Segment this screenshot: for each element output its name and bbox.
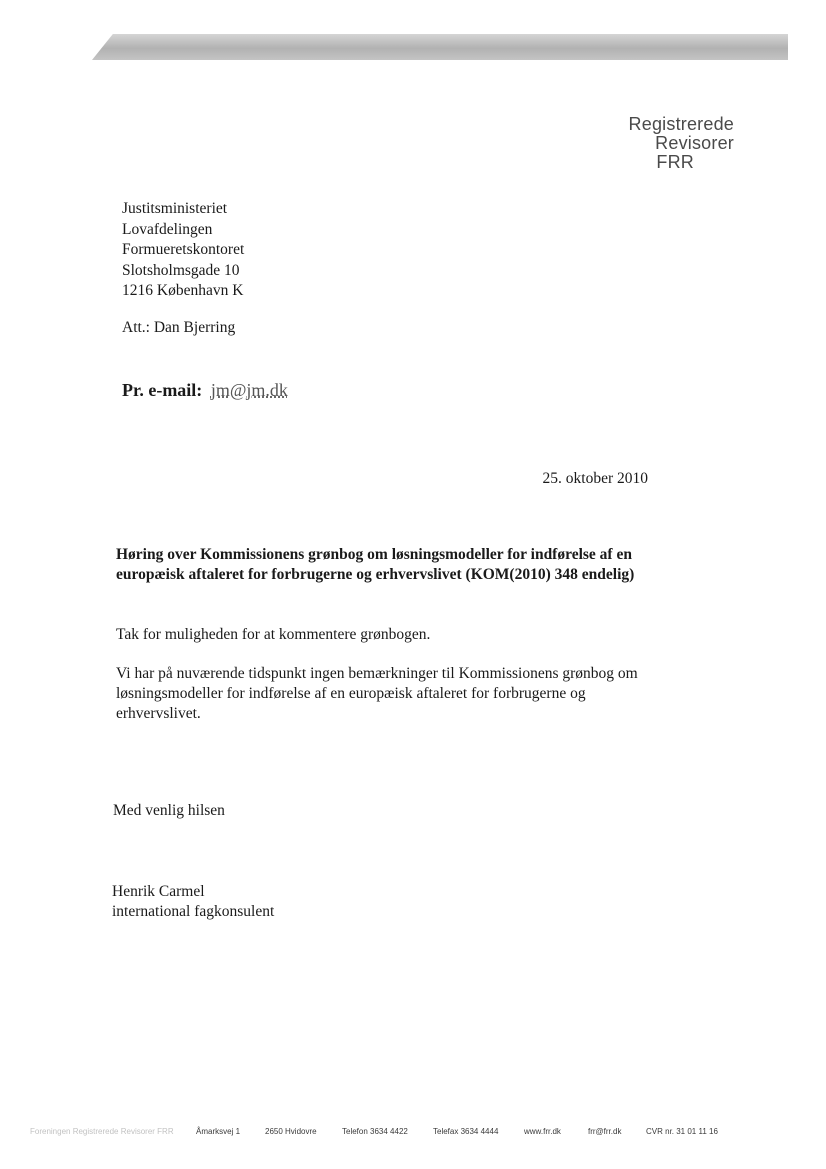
scan-artifact-bar: [92, 34, 788, 60]
body-paragraph-1: Tak for muligheden for at kommentere grønbogen.: [116, 626, 431, 643]
body-paragraph-2: Vi har på nuværende tidspunkt ingen bemærkninger til Kommissionens grønbog om løsningsmodeller for indførelse af en europæisk aftaleret for forbrugerne og erhvervslivet.: [116, 665, 638, 722]
attention-line: Att.: Dan Bjerring: [122, 319, 236, 336]
footer-organization: Foreningen Registrerede Revisorer FRR: [30, 1127, 174, 1136]
logo-line-3: FRR: [656, 152, 694, 172]
letter-subject: Høring over Kommissionens grønbog om løsningsmodeller for indførelse af en europæisk aftaleret for forbrugerne og erhvervslivet (KOM(2010) 348 endelig): [116, 546, 635, 583]
address-line: Formueretskontoret: [122, 241, 245, 258]
footer-email-link[interactable]: frr@frr.dk: [588, 1127, 622, 1136]
signature-block: [112, 882, 274, 922]
footer-fax: Telefax 3634 4444: [433, 1127, 499, 1136]
footer-phone: Telefon 3634 4422: [342, 1127, 408, 1136]
address-line: Justitsministeriet: [122, 200, 228, 217]
signer-title: international fagkonsulent: [112, 903, 275, 920]
frr-logo: [629, 115, 734, 172]
footer-web-link[interactable]: www.frr.dk: [524, 1127, 561, 1136]
closing-salutation: Med venlig hilsen: [113, 802, 225, 819]
footer-street: Åmarksvej 1: [196, 1127, 241, 1136]
footer-cvr: CVR nr. 31 01 11 16: [646, 1127, 718, 1136]
delivery-label: Pr. e-mail:: [122, 380, 203, 400]
address-line: Slotsholmsgade 10: [122, 261, 240, 279]
letter-date: 25. oktober 2010: [542, 470, 648, 487]
address-line: Lovafdelingen: [122, 220, 213, 238]
logo-line-2: Revisorer: [655, 133, 734, 153]
logo-line-1: Registrerede: [628, 114, 734, 134]
delivery-line: [122, 380, 288, 401]
recipient-address: [122, 199, 244, 302]
signer-name: Henrik Carmel: [112, 883, 205, 900]
letter-footer: [30, 1127, 796, 1141]
address-line: 1216 København K: [122, 282, 244, 299]
email-link[interactable]: jm@jm.dk: [210, 380, 288, 400]
footer-postal: 2650 Hvidovre: [265, 1127, 317, 1136]
